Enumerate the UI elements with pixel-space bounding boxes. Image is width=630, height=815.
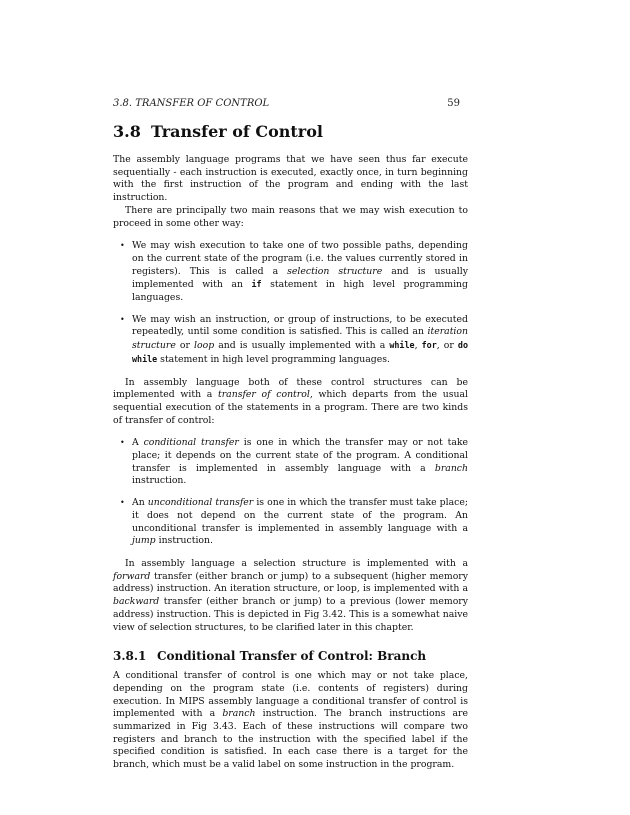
text-run: instruction. (132, 475, 187, 487)
bullet-icon: • (120, 241, 125, 251)
page-number: 59 (447, 98, 460, 109)
subsection-number: 3.8.1 (113, 649, 147, 664)
text-run: , or (436, 340, 458, 352)
running-header (113, 98, 460, 109)
section-number: 3.8 (113, 122, 141, 141)
code-keyword: do while (132, 340, 468, 364)
text-run: In assembly language a selection structure is implemented with a (125, 557, 468, 569)
paragraph (113, 377, 468, 428)
text-run: An (132, 497, 148, 509)
text-run: is one in which the transfer may or not take place; it depends on the current state of the program. A conditional transfer is implemented in assembly language with a (132, 437, 468, 474)
text-run: instruction. The branch instructions are summarized in Fig 3.43. Each of these instructions will compare two registers and branch to the instruction with the specified label if the specified condition is satisfied. In each case there is a target for the branch, which must be a valid label on some instruction in the program. (113, 708, 468, 771)
text-run: transfer (either branch or jump) to a subsequent (higher memory address) instruction. An iteration structure, or loop, is implemented with a (113, 570, 468, 595)
paragraph (113, 670, 468, 772)
paragraph: There are principally two main reasons that we may wish execution to proceed in some other way: (113, 204, 468, 229)
bullet-icon: • (120, 438, 125, 448)
text-run: A (132, 437, 144, 449)
paragraph (113, 558, 468, 634)
subsection-title: Conditional Transfer of Control: Branch (157, 649, 427, 664)
emphasis-term: branch (434, 462, 468, 474)
emphasis-term: selection structure (287, 265, 383, 277)
emphasis-term: forward (113, 570, 151, 582)
list-item (113, 314, 468, 367)
emphasis-term: jump (132, 535, 156, 547)
running-title: 3.8. TRANSFER OF CONTROL (113, 98, 270, 109)
emphasis-term: transfer of control (217, 389, 310, 401)
code-keyword: if (251, 279, 262, 290)
transfer-kinds-list (113, 437, 468, 548)
text-run: transfer (either branch or jump) to a previous (lower memory address) instruction. This is depicted in Fig 3.42. This is a somewhat naive view of selection structures, to be clarified later in this chapter. (113, 596, 468, 633)
text-run: In assembly language both of these control structures can be implemented with a (113, 376, 468, 401)
text-run: instruction. (155, 535, 213, 547)
text-run: and is usually implemented with an (132, 265, 468, 291)
text-run: , which departs from the usual sequential execution of the statements in a program. There are two kinds of transfer of control: (113, 389, 469, 426)
page-body (113, 122, 468, 772)
text-run: statement in high level programming languages. (132, 279, 468, 304)
text-run: We may wish an instruction, or group of instructions, to be executed repeatedly, until some condition is satisfied. This is called an (132, 313, 468, 338)
emphasis-term: backward (113, 596, 160, 608)
text-run: , (414, 340, 422, 352)
list-item (113, 240, 468, 305)
text-run: is one in which the transfer must take place; it does not depend on the current state of the program. An unconditional transfer is implemented in assembly language with a (132, 497, 468, 534)
text-run: and is usually implemented with a (214, 340, 390, 352)
text-run: statement in high level programming languages. (157, 353, 390, 365)
reasons-list (113, 240, 468, 366)
paragraph: The assembly language programs that we have seen thus far execute sequentially - each instruction is executed, exactly once, in turn beginning with the first instruction of the program and ending with the last instruction. (113, 154, 468, 204)
subsection-heading (113, 648, 468, 664)
emphasis-term: branch (222, 708, 256, 720)
section-heading (113, 122, 468, 142)
list-item (113, 497, 468, 548)
text-run: We may wish execution to take one of two possible paths, depending on the current state of the program (i.e. the values currently stored in registers). This is called a (132, 240, 468, 277)
emphasis-term: loop (194, 340, 215, 352)
emphasis-term: conditional transfer (143, 437, 239, 449)
text-run: A conditional transfer of control is one which may or not take place, depending on the program state (i.e. contents of registers) during execution. In MIPS assembly language a conditional transfer of control is implemented with a (113, 670, 468, 720)
list-item (113, 437, 468, 488)
bullet-icon: • (120, 498, 125, 508)
bullet-icon: • (120, 314, 125, 324)
code-keyword: while (389, 340, 415, 351)
code-keyword: for (421, 340, 437, 351)
text-run: or (175, 340, 195, 352)
spacer (113, 634, 468, 648)
section-title: Transfer of Control (151, 122, 323, 141)
emphasis-term: unconditional transfer (147, 497, 254, 509)
emphasis-term: iteration structure (132, 326, 468, 352)
